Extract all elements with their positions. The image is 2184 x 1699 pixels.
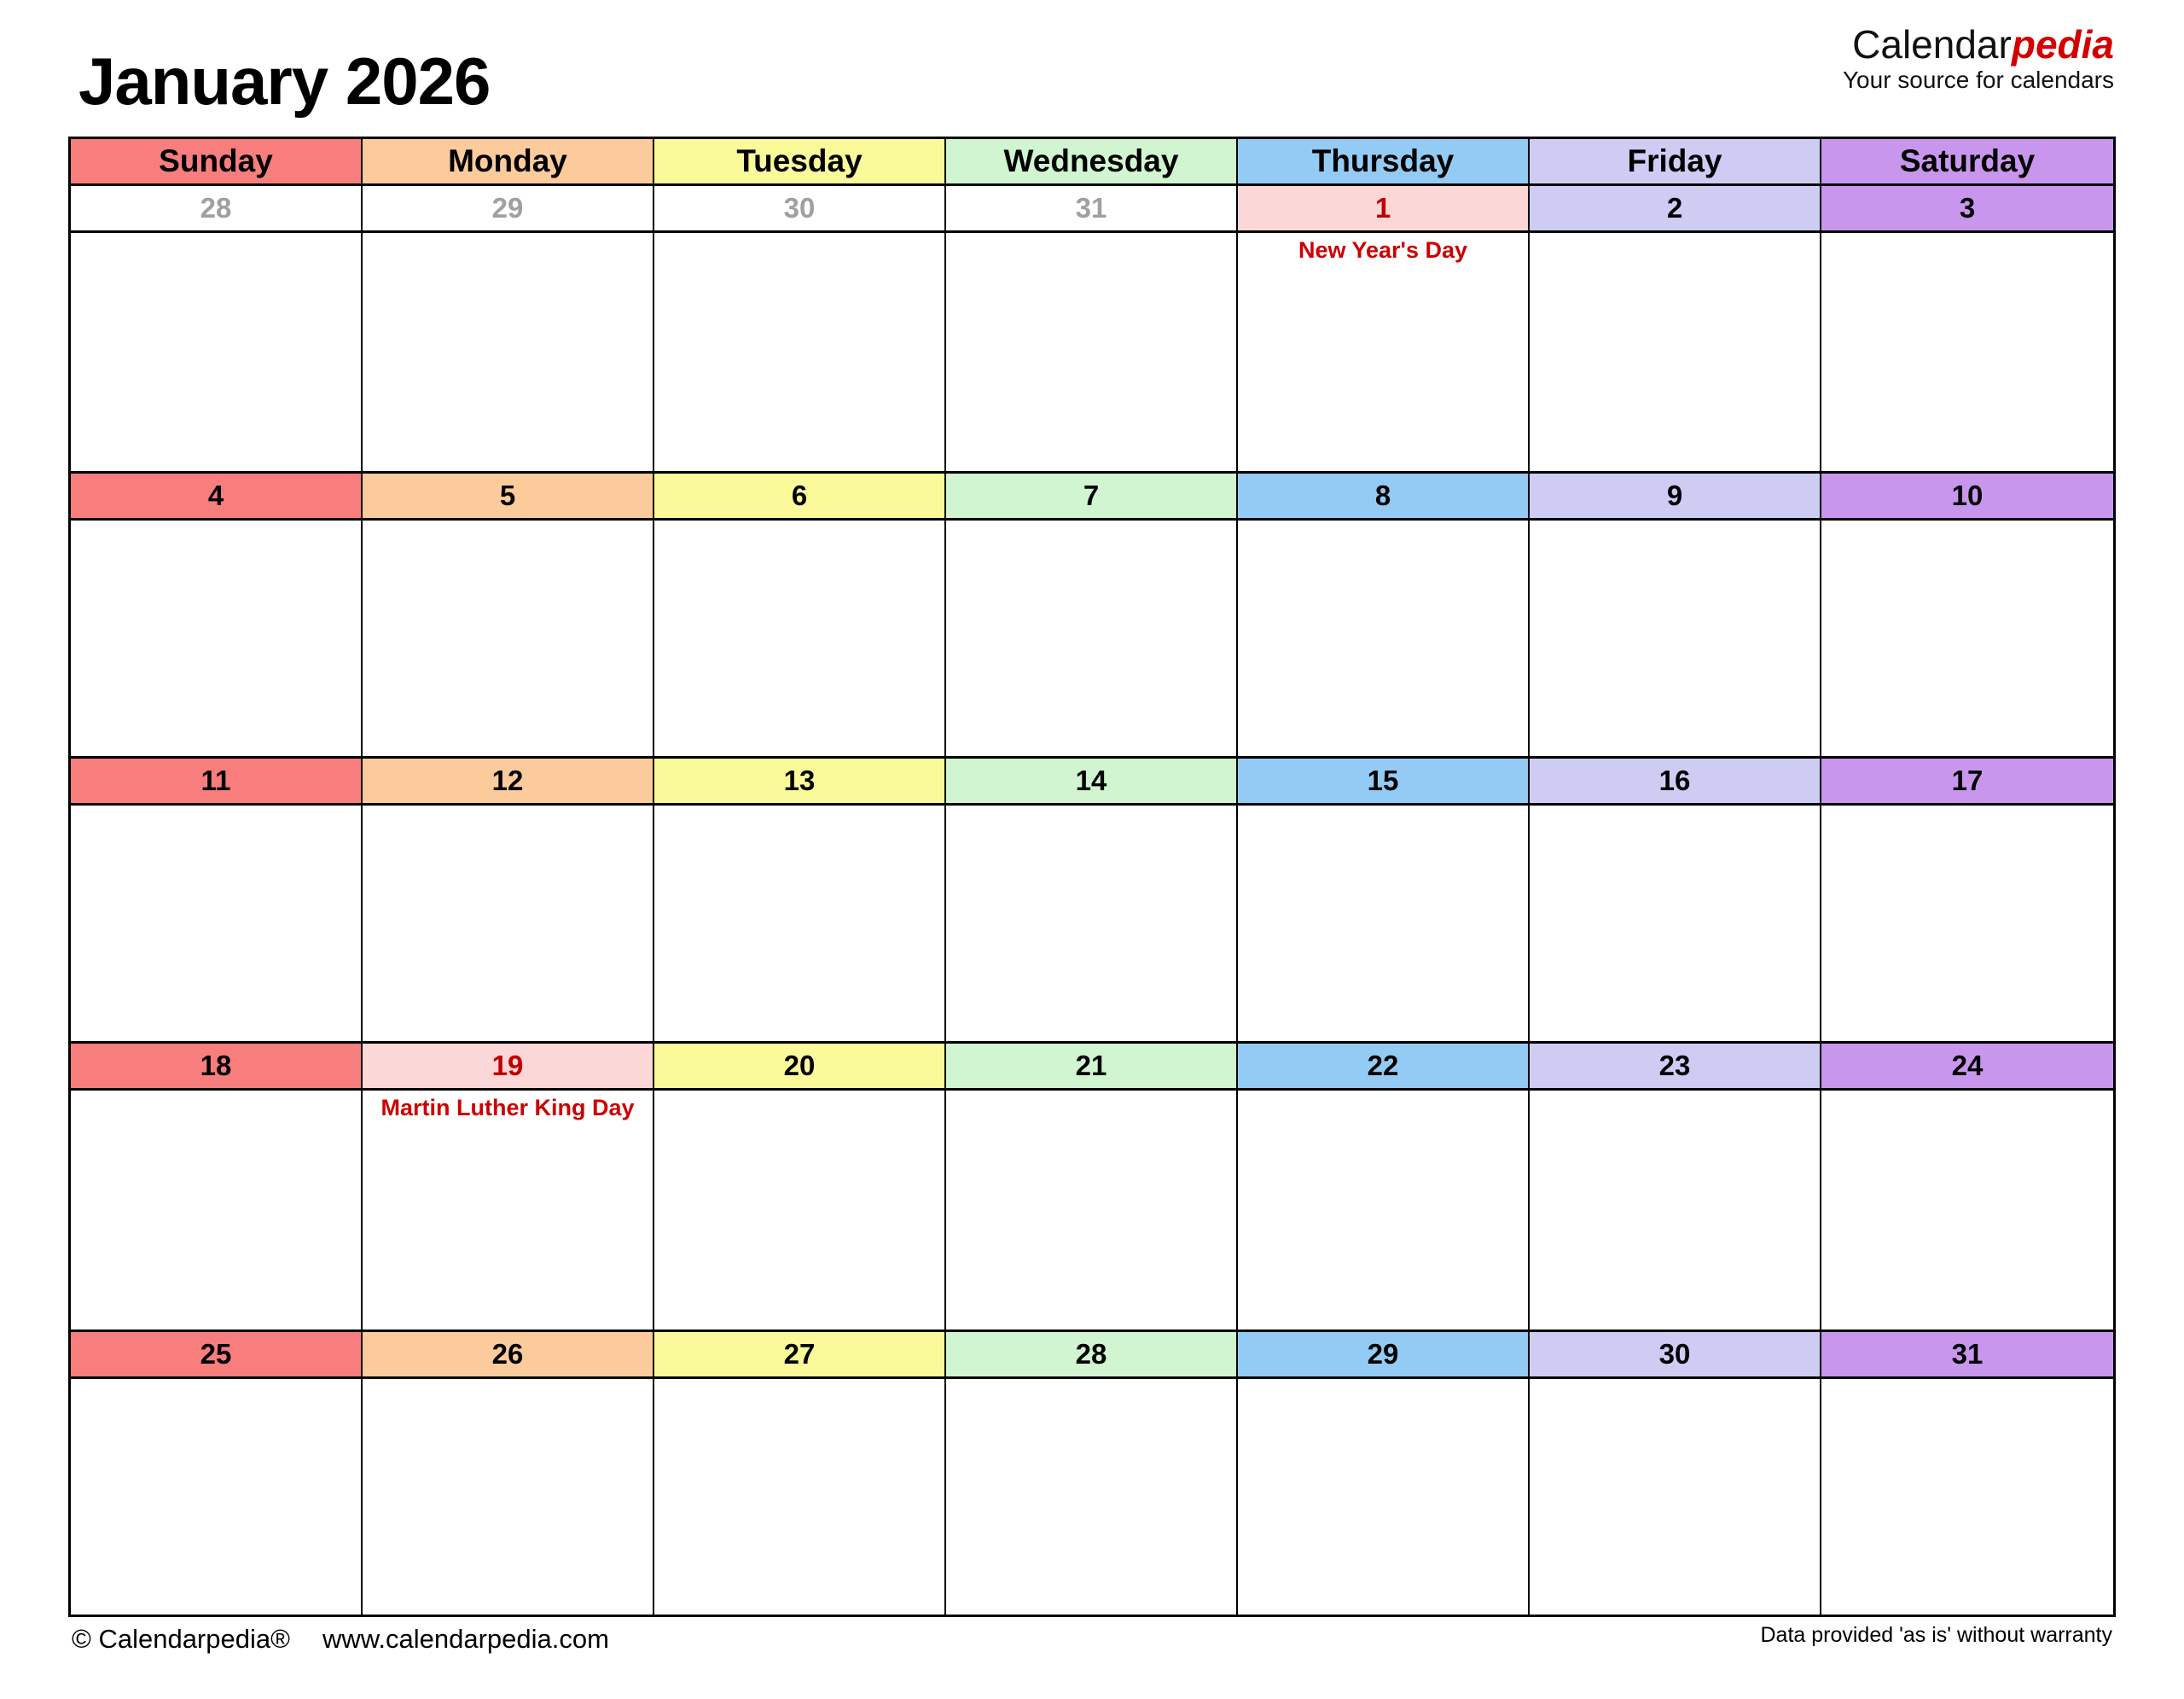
date-band-12: 12 bbox=[363, 759, 654, 806]
date-band-7: 7 bbox=[946, 474, 1238, 521]
date-band-26: 26 bbox=[363, 1332, 654, 1379]
day-cell-18 bbox=[71, 1091, 363, 1332]
weekday-header-sunday: Sunday bbox=[71, 139, 363, 186]
day-cell-23 bbox=[1530, 1091, 1821, 1332]
holiday-label: Martin Luther King Day bbox=[380, 1095, 635, 1120]
date-band-30-prev-month: 30 bbox=[654, 186, 946, 233]
date-band-22: 22 bbox=[1238, 1044, 1530, 1091]
date-band-13: 13 bbox=[654, 759, 946, 806]
day-cell-15 bbox=[1238, 806, 1530, 1044]
date-band-18: 18 bbox=[71, 1044, 363, 1091]
day-cell-26 bbox=[363, 1379, 654, 1615]
date-band-14: 14 bbox=[946, 759, 1238, 806]
date-band-23: 23 bbox=[1530, 1044, 1821, 1091]
page-title: January 2026 bbox=[78, 44, 491, 119]
date-band-10: 10 bbox=[1821, 474, 2113, 521]
date-band-5: 5 bbox=[363, 474, 654, 521]
date-band-29-prev-month: 29 bbox=[363, 186, 654, 233]
day-cell-20 bbox=[654, 1091, 946, 1332]
date-band-3: 3 bbox=[1821, 186, 2113, 233]
copyright-text: © Calendarpedia® bbox=[72, 1624, 290, 1654]
weekday-header-monday: Monday bbox=[363, 139, 654, 186]
day-cell-31 bbox=[1821, 1379, 2113, 1615]
calendar-grid bbox=[68, 137, 2116, 1617]
day-cell-19 bbox=[363, 1091, 654, 1332]
date-band-31: 31 bbox=[1821, 1332, 2113, 1379]
footer-copyright bbox=[72, 1624, 609, 1655]
holiday-label: New Year's Day bbox=[1298, 237, 1468, 263]
day-cell-28 bbox=[946, 1379, 1238, 1615]
brand bbox=[1843, 24, 2114, 93]
date-band-15: 15 bbox=[1238, 759, 1530, 806]
footer-disclaimer: Data provided 'as is' without warranty bbox=[1760, 1623, 2112, 1647]
weekday-header-tuesday: Tuesday bbox=[654, 139, 946, 186]
day-cell-22 bbox=[1238, 1091, 1530, 1332]
day-cell-5 bbox=[363, 521, 654, 759]
day-cell-29 bbox=[1238, 1379, 1530, 1615]
day-cell-1 bbox=[1238, 233, 1530, 474]
day-cell-3 bbox=[1821, 233, 2113, 474]
date-band-30: 30 bbox=[1530, 1332, 1821, 1379]
day-cell-30-prev-month bbox=[654, 233, 946, 474]
date-band-21: 21 bbox=[946, 1044, 1238, 1091]
weekday-header-wednesday: Wednesday bbox=[946, 139, 1238, 186]
date-band-27: 27 bbox=[654, 1332, 946, 1379]
day-cell-10 bbox=[1821, 521, 2113, 759]
weekday-header-saturday: Saturday bbox=[1821, 139, 2113, 186]
day-cell-2 bbox=[1530, 233, 1821, 474]
date-band-31-prev-month: 31 bbox=[946, 186, 1238, 233]
day-cell-4 bbox=[71, 521, 363, 759]
day-cell-16 bbox=[1530, 806, 1821, 1044]
brand-logo-black: Calendar bbox=[1852, 22, 2012, 67]
brand-logo bbox=[1843, 24, 2114, 67]
date-band-6: 6 bbox=[654, 474, 946, 521]
date-band-8: 8 bbox=[1238, 474, 1530, 521]
day-cell-29-prev-month bbox=[363, 233, 654, 474]
weekday-header-friday: Friday bbox=[1530, 139, 1821, 186]
date-band-16: 16 bbox=[1530, 759, 1821, 806]
date-band-4: 4 bbox=[71, 474, 363, 521]
day-cell-27 bbox=[654, 1379, 946, 1615]
day-cell-7 bbox=[946, 521, 1238, 759]
date-band-28: 28 bbox=[946, 1332, 1238, 1379]
day-cell-14 bbox=[946, 806, 1238, 1044]
date-band-11: 11 bbox=[71, 759, 363, 806]
day-cell-6 bbox=[654, 521, 946, 759]
day-cell-11 bbox=[71, 806, 363, 1044]
day-cell-30 bbox=[1530, 1379, 1821, 1615]
date-band-2: 2 bbox=[1530, 186, 1821, 233]
day-cell-24 bbox=[1821, 1091, 2113, 1332]
day-cell-17 bbox=[1821, 806, 2113, 1044]
day-cell-13 bbox=[654, 806, 946, 1044]
date-band-1: 1 bbox=[1238, 186, 1530, 233]
day-cell-21 bbox=[946, 1091, 1238, 1332]
date-band-17: 17 bbox=[1821, 759, 2113, 806]
day-cell-9 bbox=[1530, 521, 1821, 759]
date-band-9: 9 bbox=[1530, 474, 1821, 521]
date-band-25: 25 bbox=[71, 1332, 363, 1379]
date-band-20: 20 bbox=[654, 1044, 946, 1091]
date-band-19: 19 bbox=[363, 1044, 654, 1091]
date-band-24: 24 bbox=[1821, 1044, 2113, 1091]
brand-logo-red: pedia bbox=[2011, 22, 2114, 67]
date-band-29: 29 bbox=[1238, 1332, 1530, 1379]
day-cell-28-prev-month bbox=[71, 233, 363, 474]
website-url: www.calendarpedia.com bbox=[322, 1624, 609, 1654]
weekday-header-thursday: Thursday bbox=[1238, 139, 1530, 186]
day-cell-31-prev-month bbox=[946, 233, 1238, 474]
date-band-28-prev-month: 28 bbox=[71, 186, 363, 233]
day-cell-12 bbox=[363, 806, 654, 1044]
day-cell-8 bbox=[1238, 521, 1530, 759]
brand-tagline: Your source for calendars bbox=[1842, 66, 2114, 93]
day-cell-25 bbox=[71, 1379, 363, 1615]
